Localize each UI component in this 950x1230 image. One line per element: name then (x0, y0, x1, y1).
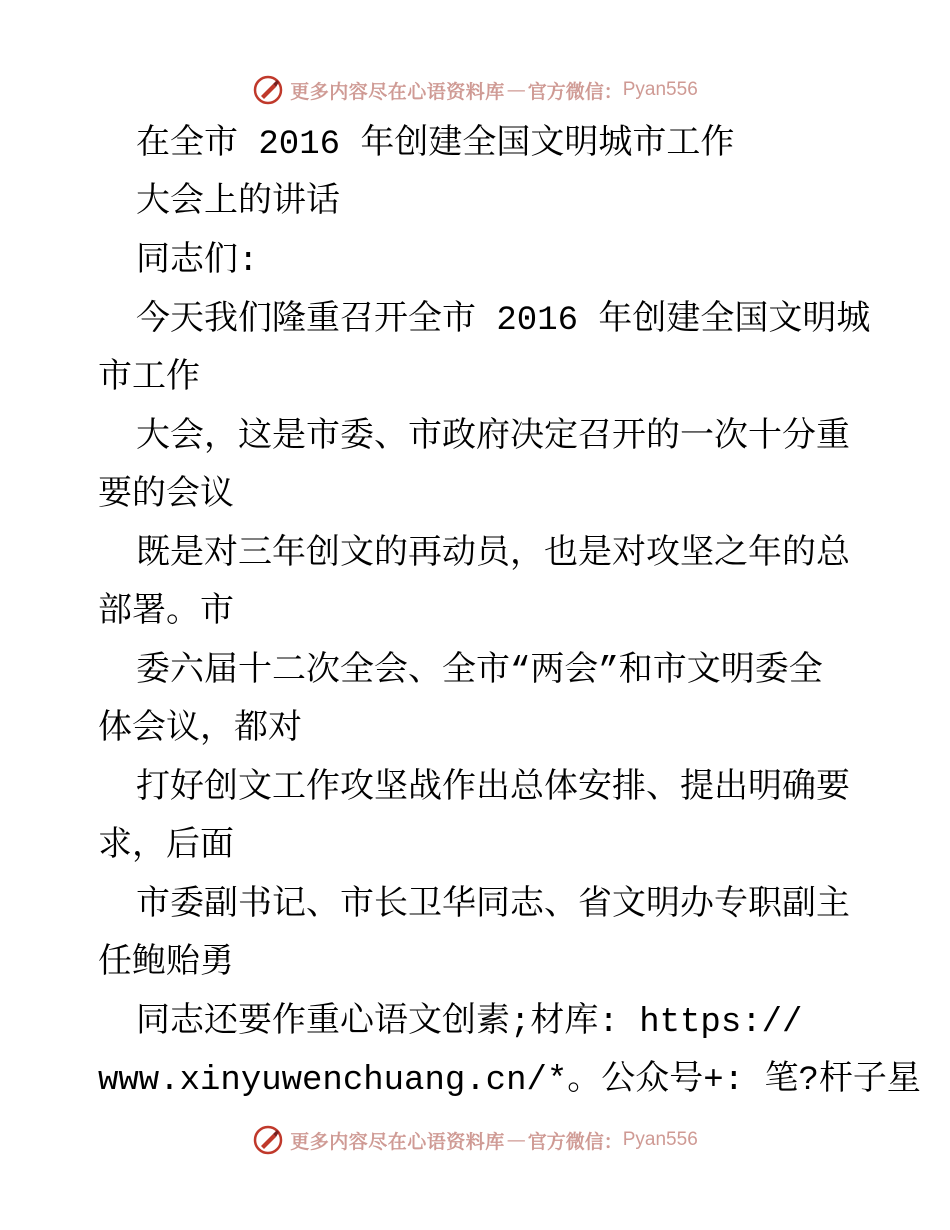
brand-logo-icon (252, 1124, 284, 1156)
header-banner (0, 70, 950, 110)
text-line: 要的会议 (98, 477, 234, 515)
wechat-label: 官方微信： (527, 80, 623, 103)
text-line: 求，后面 (98, 828, 234, 866)
title-line-2: 大会上的讲话 (136, 184, 340, 222)
text-line: 任鲍贻勇 (98, 945, 234, 983)
banner-separator: — (506, 1129, 526, 1151)
banner-slogan: 更多内容尽在心语资料库 (290, 80, 505, 103)
text-line: 打好创文工作攻坚战作出总体安排、提出明确要 (136, 770, 850, 808)
text-line: 体会议，都对 (98, 711, 302, 749)
text-line: 部署。市 (98, 594, 234, 632)
text-line: 既是对三年创文的再动员，也是对攻坚之年的总 (136, 536, 850, 574)
text-line: 大会，这是市委、市政府决定召开的一次十分重 (136, 419, 850, 457)
title-line-1: 在全市 2016 年创建全国文明城市工作 (136, 126, 735, 164)
text-line: www.xinyuwenchuang.cn/*。公众号+: 笔?杆子星 (98, 1062, 921, 1100)
text-line: 同志还要作重心语文创素;材库: https:// (136, 1004, 803, 1042)
banner-slogan: 更多内容尽在心语资料库 (290, 1130, 505, 1153)
text-line: 今天我们隆重召开全市 2016 年创建全国文明城 (136, 302, 871, 340)
wechat-id: Pyan556 (622, 1129, 698, 1150)
banner-separator: — (506, 79, 526, 101)
text-line: 市委副书记、市长卫华同志、省文明办专职副主 (136, 887, 850, 925)
wechat-label: 官方微信： (527, 1130, 623, 1153)
brand-logo-icon (252, 74, 284, 106)
salutation: 同志们: (136, 243, 259, 281)
wechat-id: Pyan556 (622, 79, 698, 100)
footer-banner (0, 1120, 950, 1160)
text-line: 市工作 (98, 360, 200, 398)
text-line: 委六届十二次全会、全市“两会”和市文明委全 (136, 653, 823, 691)
